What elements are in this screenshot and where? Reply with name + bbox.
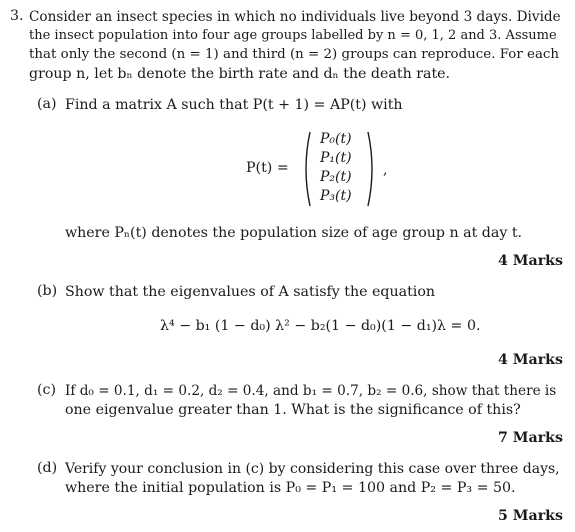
part-a-where: where Pₙ(t) denotes the population size of age group n at day t. [65, 225, 523, 241]
part-d-line: where the initial population is P₀ = P₁ = 100 and P₂ = P₃ = 50. [65, 480, 516, 496]
part-b-text: Show that the eigenvalues of A satisfy the equation [65, 284, 436, 300]
part-b-marks: 4 Marks [497, 352, 563, 368]
part-b-label: (b) [37, 283, 58, 299]
question-number: 3. [10, 8, 24, 24]
part-c-line: If d₀ = 0.1, d₁ = 0.2, d₂ = 0.4, and b₁ = 0.7, b₂ = 0.6, show that there is [65, 383, 557, 399]
part-a-text: Find a matrix A such that P(t + 1) = AP(t) with [65, 97, 403, 113]
matrix-entry: P₂(t) [320, 169, 352, 185]
part-c-marks: 7 Marks [497, 430, 563, 446]
matrix-entry: P₃(t) [320, 188, 352, 204]
matrix-lhs: P(t) = [246, 160, 289, 176]
right-paren-icon [366, 130, 378, 208]
intro-line: group n, let bₙ denote the birth rate and dₙ the death rate. [29, 66, 451, 82]
part-d-label: (d) [37, 460, 58, 476]
part-a-label: (a) [37, 96, 57, 112]
intro-line: Consider an insect species in which no individuals live beyond 3 days. Divide [29, 9, 561, 25]
part-a-marks: 4 Marks [497, 253, 563, 269]
matrix-entry: P₁(t) [320, 150, 352, 166]
population-vector [300, 130, 380, 208]
part-c-label: (c) [37, 382, 57, 398]
part-c-line: one eigenvalue greater than 1. What is the significance of this? [65, 402, 521, 418]
part-d-marks: 5 Marks [497, 508, 563, 524]
intro-line: that only the second (n = 1) and third (n = 2) groups can reproduce. For each [29, 47, 560, 62]
matrix-comma: , [383, 162, 388, 178]
part-d-line: Verify your conclusion in (c) by considering this case over three days, [65, 461, 560, 477]
matrix-entry: P₀(t) [320, 131, 352, 147]
left-paren-icon [300, 130, 312, 208]
intro-line: the insect population into four age groups labelled by n = 0, 1, 2 and 3. Assume [29, 28, 557, 43]
eigen-equation: λ⁴ − b₁ (1 − d₀) λ² − b₂(1 − d₀)(1 − d₁)λ = 0. [160, 318, 481, 334]
